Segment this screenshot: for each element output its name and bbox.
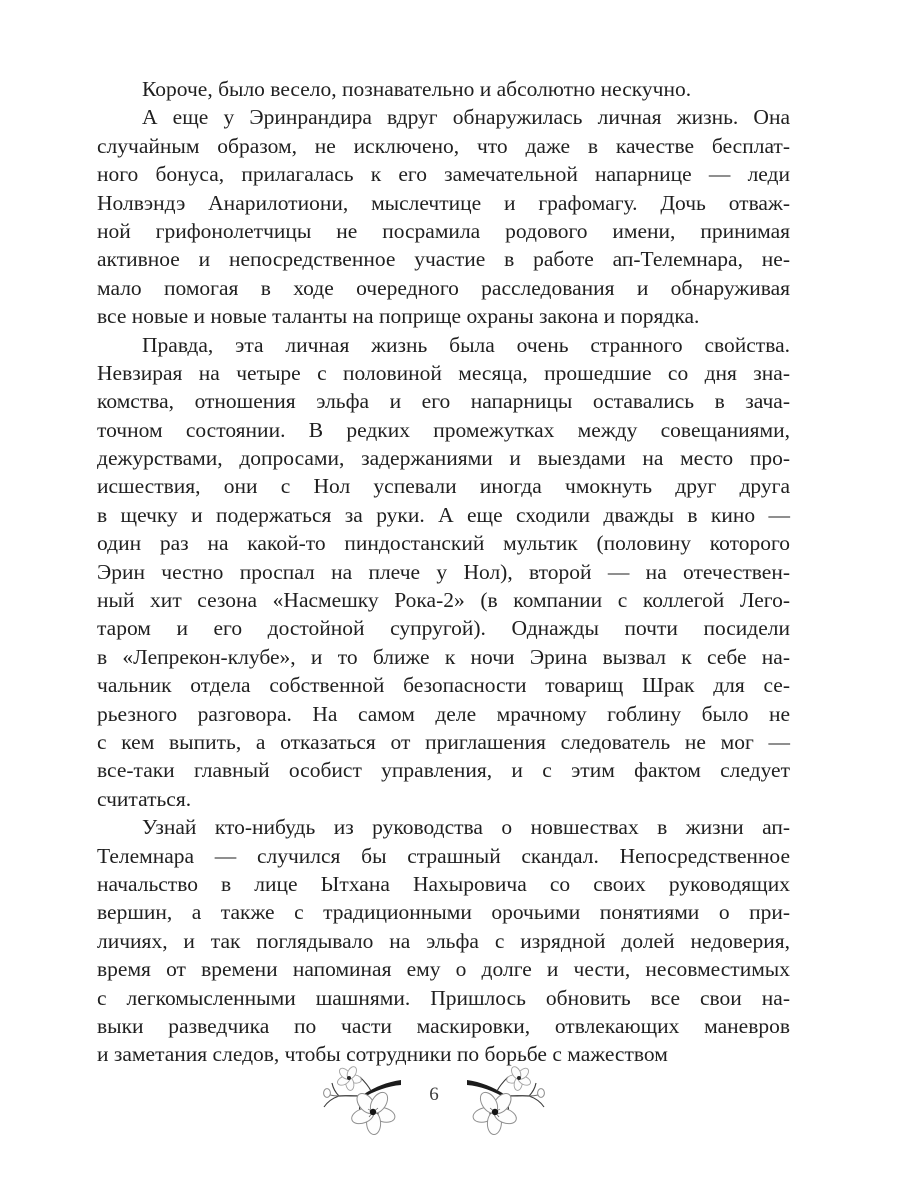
text-line: все новые и новые таланты на поприще охраны закона и порядка. <box>97 304 700 329</box>
text-line: Эрин честно проспал на плече у Нол), второй — на отечествен- <box>97 559 790 584</box>
text-line: с легкомысленными шашнями. Пришлось обновить все свои на- <box>97 985 790 1010</box>
page-number: 6 <box>429 1084 439 1105</box>
text-line: исшествия, они с Нол успевали иногда чмокнуть друг друга <box>97 474 790 499</box>
text-line: ной грифонолетчицы не посрамила родового имени, принимая <box>97 218 790 243</box>
text-line: в «Лепрекон-клубе», и то ближе к ночи Эрина вызвал к себе на- <box>97 644 790 669</box>
text-line: случайным образом, не исключено, что даже в качестве бесплат- <box>97 133 790 158</box>
text-line: таром и его достойной супругой). Однажды почти посидели <box>97 616 790 641</box>
text-line: считаться. <box>97 786 192 811</box>
text-line: рьезного разговора. На самом деле мрачному гоблину было не <box>97 701 790 726</box>
text-line: ного бонуса, прилагалась к его замечательной напарнице — леди <box>97 162 790 187</box>
text-line: А еще у Эринрандира вдруг обнаружилась личная жизнь. Она <box>142 105 790 130</box>
text-line: личиях, и так поглядывало на эльфа с изрядной долей недоверия, <box>97 928 790 953</box>
text-line: в щечку и подержаться за руки. А еще сходили дважды в кино — <box>97 502 790 527</box>
blossom-branch-left-icon <box>315 1066 403 1136</box>
page-footer <box>0 1066 900 1136</box>
text-line: с кем выпить, а отказаться от приглашения следователь не мог — <box>97 729 790 754</box>
text-line: точном состоянии. В редких промежутках между совещаниями, <box>97 417 790 442</box>
blossom-branch-right-icon <box>465 1066 553 1136</box>
text-line: мало помогая в ходе очередного расследования и обнаруживая <box>97 275 790 300</box>
text-line: вершин, а также с традиционными орочьими понятиями о при- <box>97 900 790 925</box>
text-line: один раз на какой-то пиндостанский мультик (половину которого <box>97 531 790 556</box>
text-line: время от времени напоминая ему о долге и чести, несовместимых <box>97 957 790 982</box>
text-line: Невзирая на четыре с половиной месяца, прошедшие со дня зна- <box>97 360 790 385</box>
text-line: Телемнара — случился бы страшный скандал. Непосредственное <box>97 843 790 868</box>
page-text <box>97 75 790 1069</box>
text-line: Нолвэндэ Анарилотиони, мыслечтице и графомагу. Дочь отваж- <box>97 190 790 215</box>
text-line: активное и непосредственное участие в работе ап-Телемнара, не- <box>97 247 790 272</box>
text-line: дежурствами, допросами, задержаниями и выездами на место про- <box>97 446 790 471</box>
paragraph <box>97 331 790 814</box>
footer-ornament-group <box>315 1066 553 1136</box>
text-line: комства, отношения эльфа и его напарницы оставались в зача- <box>97 389 790 414</box>
text-line: ный хит сезона «Насмешку Рока-2» (в компании с коллегой Лего- <box>97 588 790 613</box>
text-line: выки разведчика по части маскировки, отвлекающих маневров <box>97 1013 790 1038</box>
text-line: все-таки главный особист управления, и с этим фактом следует <box>97 758 790 783</box>
text-line: Правда, эта личная жизнь была очень странного свойства. <box>142 332 790 357</box>
text-line: чальник отдела собственной безопасности товарищ Шрак для се- <box>97 673 790 698</box>
paragraph <box>97 813 790 1069</box>
text-line: начальство в лице Ытхана Нахыровича со своих руководящих <box>97 871 790 896</box>
text-line: Узнай кто-нибудь из руководства о новшествах в жизни ап- <box>142 815 790 840</box>
paragraph <box>97 75 790 103</box>
paragraph <box>97 103 790 330</box>
text-line: и заметания следов, чтобы сотрудники по борьбе с мажеством <box>97 1042 668 1067</box>
text-line: Короче, было весело, познавательно и абсолютно нескучно. <box>142 77 692 101</box>
